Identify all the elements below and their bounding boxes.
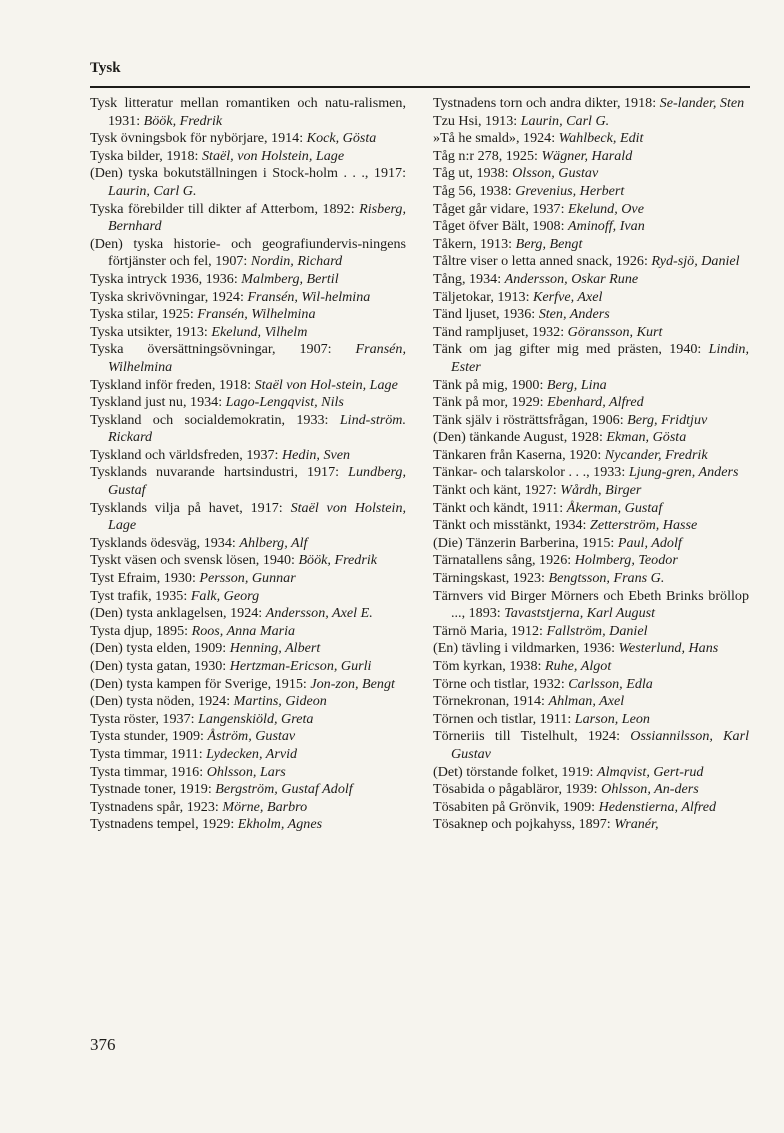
- entry-author: Ahlman, Axel: [548, 693, 625, 710]
- entry-title: Tysta djup, 1895:: [90, 622, 189, 639]
- entry-title: (Den) tyska bokutställningen i Stock-holm . . ., 1917:: [90, 165, 406, 182]
- entry-title: Tärnö Maria, 1912:: [433, 622, 543, 639]
- entry-title: Tänk på mor, 1929:: [433, 394, 544, 411]
- entry-title: (Den) tysta elden, 1909:: [90, 640, 227, 657]
- entry-title: Tänkt och känt, 1927:: [433, 482, 557, 499]
- index-entry: [90, 464, 406, 499]
- entry-author: Lind-ström. Rickard: [108, 411, 406, 446]
- entry-title: Tysk övningsbok för nybörjare, 1914:: [90, 130, 304, 147]
- entry-title: Tysklands vilja på havet, 1917:: [90, 499, 283, 516]
- entry-title: Törnekronan, 1914:: [433, 693, 545, 710]
- entry-title: (Die) Tänzerin Barberina, 1915:: [433, 534, 615, 551]
- entry-title: Törneriis till Tistelhult, 1924:: [433, 728, 620, 745]
- index-entry: [433, 306, 749, 324]
- index-entry: [90, 552, 406, 570]
- index-entry: [90, 130, 406, 148]
- entry-title: Tystnadens torn och andra dikter, 1918:: [433, 95, 657, 111]
- index-entry: [433, 394, 749, 412]
- index-entry: [433, 236, 749, 254]
- entry-author: Åström, Gustav: [207, 728, 296, 745]
- header-rule: [90, 86, 750, 88]
- entry-author: Böök, Fredrik: [298, 552, 377, 569]
- index-entry: [433, 377, 749, 395]
- index-entry: [433, 324, 749, 342]
- entry-author: Jon-zon, Bengt: [310, 675, 395, 692]
- entry-title: Tysta timmar, 1911:: [90, 745, 203, 762]
- entry-title: Tyska bilder, 1918:: [90, 147, 199, 164]
- entry-title: Tåltre viser o letta anned snack, 1926:: [433, 253, 648, 270]
- index-entry: [433, 517, 749, 535]
- entry-title: Tysta timmar, 1916:: [90, 763, 204, 780]
- index-entry: [90, 605, 406, 623]
- entry-title: Tösaknep och pojkahyss, 1897:: [433, 816, 611, 833]
- entry-title: Tyska stilar, 1925:: [90, 306, 194, 323]
- entry-author: Staël von Hol-stein, Lage: [254, 376, 398, 393]
- index-entry: [433, 412, 749, 430]
- entry-author: Malmberg, Bertil: [241, 270, 339, 287]
- entry-author: Ohlsson, An-ders: [601, 781, 699, 798]
- entry-title: Täljetokar, 1913:: [433, 288, 530, 305]
- index-entry: [433, 711, 749, 729]
- entry-author: Kerfve, Axel: [533, 288, 603, 305]
- entry-title: Tänkar- och talarskolor . . ., 1933:: [433, 464, 626, 481]
- index-entry: [433, 289, 749, 307]
- entry-author: Wårdh, Birger: [560, 482, 642, 499]
- entry-author: Carlsson, Edla: [568, 675, 653, 692]
- entry-author: Staël von Holstein, Lage: [108, 499, 407, 534]
- index-entry: [433, 623, 749, 641]
- index-entry: [90, 447, 406, 465]
- index-entry: [90, 341, 406, 376]
- index-entry: [90, 236, 406, 271]
- entry-author: Göransson, Kurt: [567, 323, 663, 340]
- entry-author: Fransén, Wilhelmina: [108, 341, 406, 375]
- index-entry: [90, 588, 406, 606]
- entry-title: (Den) tysta anklagelsen, 1924:: [90, 605, 263, 622]
- entry-title: Tösabida o pågabläror, 1939:: [433, 781, 598, 798]
- index-entry: [433, 500, 749, 518]
- index-entry: [433, 113, 749, 131]
- entry-title: Tyska översättningsövningar, 1907:: [90, 341, 332, 358]
- entry-title: Tyst Efraim, 1930:: [90, 570, 196, 587]
- index-entry: [433, 130, 749, 148]
- index-entry: [433, 165, 749, 183]
- index-entry: [433, 693, 749, 711]
- entry-author: Hedenstierna, Alfred: [598, 798, 717, 815]
- entry-author: Henning, Albert: [229, 640, 321, 657]
- entry-title: Tång, 1934:: [433, 270, 502, 287]
- entry-title: Tystnadens spår, 1923:: [90, 798, 219, 815]
- entry-title: Tåg 56, 1938:: [433, 182, 512, 199]
- entry-author: Andersson, Oskar Rune: [504, 270, 639, 287]
- entry-author: Fransén, Wilhelmina: [197, 306, 316, 323]
- index-entry: [433, 816, 749, 834]
- index-entry: [433, 183, 749, 201]
- index-entry: [90, 289, 406, 307]
- index-entry: [433, 218, 749, 236]
- entry-author: Ekholm, Agnes: [237, 816, 323, 833]
- entry-title: Tysklands ödesväg, 1934:: [90, 534, 236, 551]
- entry-title: Tärnvers vid Birger Mörners och Ebeth Brinks bröllop ..., 1893:: [433, 587, 749, 622]
- left-column: [90, 95, 406, 834]
- entry-author: Risberg, Bernhard: [108, 200, 406, 235]
- entry-author: Ekman, Gösta: [606, 429, 687, 446]
- index-entry: [433, 464, 749, 482]
- index-entry: [90, 306, 406, 324]
- entry-author: Almqvist, Gert-rud: [597, 763, 704, 780]
- entry-author: Ohlsson, Lars: [206, 763, 286, 780]
- index-entry: [90, 711, 406, 729]
- entry-author: Paul, Adolf: [617, 534, 682, 551]
- entry-title: Tärnatallens sång, 1926:: [433, 552, 572, 569]
- entry-author: Persson, Gunnar: [199, 570, 296, 587]
- index-entry: [90, 201, 406, 236]
- entry-title: Törne och tistlar, 1932:: [433, 675, 565, 692]
- entry-title: Tänk på mig, 1900:: [433, 376, 544, 393]
- entry-title: »Tå he smald», 1924:: [433, 130, 556, 147]
- entry-title: (Den) tysta kampen för Sverige, 1915:: [90, 675, 307, 692]
- entry-title: Tzu Hsi, 1913:: [433, 112, 518, 129]
- entry-author: Wahlbeck, Edit: [558, 130, 644, 147]
- entry-author: Ryd-sjö, Daniel: [651, 253, 740, 270]
- entry-author: Ljung-gren, Anders: [628, 464, 739, 481]
- entry-title: Tyska förebilder till dikter af Atterbom, 1892:: [90, 200, 355, 217]
- entry-author: Ekelund, Vilhelm: [211, 323, 308, 340]
- index-entry: [90, 412, 406, 447]
- entry-title: (Den) tänkande August, 1928:: [433, 429, 603, 446]
- entry-author: Wranér,: [614, 816, 659, 833]
- index-entry: [433, 781, 749, 799]
- entry-title: Tåget öfver Bält, 1908:: [433, 218, 565, 235]
- entry-author: Laurin, Carl G.: [108, 182, 197, 199]
- index-entry: [90, 728, 406, 746]
- index-entry: [90, 165, 406, 200]
- index-entry: [90, 535, 406, 553]
- index-entry: [90, 816, 406, 834]
- entry-title: Tysta stunder, 1909:: [90, 728, 204, 745]
- entry-title: Tysk litteratur mellan romantiken och natu-ralismen, 1931:: [90, 95, 406, 129]
- entry-title: (Det) törstande folket, 1919:: [433, 763, 594, 780]
- index-entry: [433, 95, 749, 113]
- index-entry: [433, 764, 749, 782]
- entry-title: Tyskland och världsfreden, 1937:: [90, 446, 279, 463]
- entry-author: Olsson, Gustav: [512, 165, 599, 182]
- index-entry: [433, 201, 749, 219]
- entry-author: Böök, Fredrik: [143, 112, 223, 129]
- entry-title: Tåg ut, 1938:: [433, 165, 509, 182]
- entry-title: Tärningskast, 1923:: [433, 570, 545, 587]
- index-entry: [433, 271, 749, 289]
- entry-author: Langenskiöld, Greta: [198, 710, 314, 727]
- entry-author: Se-lander, Sten: [659, 95, 745, 111]
- entry-author: Nordin, Richard: [250, 253, 343, 270]
- entry-author: Lundberg, Gustaf: [108, 464, 406, 499]
- entry-title: Tyska skrivövningar, 1924:: [90, 288, 244, 305]
- entry-title: Tänd rampljuset, 1932:: [433, 323, 565, 340]
- index-entry: [90, 271, 406, 289]
- index-entry: [90, 377, 406, 395]
- entry-title: (En) tävling i vildmarken, 1936:: [433, 640, 616, 657]
- entry-title: Tystnadens tempel, 1929:: [90, 816, 235, 833]
- entry-title: Tyskland och socialdemokratin, 1933:: [90, 411, 329, 428]
- index-entry: [90, 640, 406, 658]
- entry-title: Tyskland just nu, 1934:: [90, 394, 223, 411]
- index-entry: [433, 552, 749, 570]
- index-entry: [90, 693, 406, 711]
- entry-author: Westerlund, Hans: [618, 640, 719, 657]
- index-entry: [90, 394, 406, 412]
- entry-author: Martins, Gideon: [233, 693, 327, 710]
- entry-author: Roos, Anna Maria: [191, 622, 296, 639]
- index-entry: [90, 95, 406, 130]
- entry-title: Tåkern, 1913:: [433, 235, 513, 252]
- index-entry: [433, 570, 749, 588]
- entry-title: Töm kyrkan, 1938:: [433, 658, 542, 674]
- entry-author: Ruhe, Algot: [544, 658, 612, 674]
- index-entry: [433, 429, 749, 447]
- entry-title: Tyskt väsen och svensk lösen, 1940:: [90, 552, 295, 569]
- entry-author: Ahlberg, Alf: [239, 534, 308, 551]
- entry-title: (Den) tysta gatan, 1930:: [90, 658, 227, 674]
- index-entry: [433, 253, 749, 271]
- entry-title: (Den) tysta nöden, 1924:: [90, 693, 231, 710]
- entry-author: Grevenius, Herbert: [515, 182, 625, 199]
- entry-author: Larson, Leon: [574, 710, 650, 727]
- entry-title: Tysklands nuvarande hartsindustri, 1917:: [90, 464, 340, 481]
- entry-title: Tyst trafik, 1935:: [90, 587, 188, 604]
- entry-author: Mörne, Barbro: [222, 798, 308, 815]
- index-entry: [433, 588, 749, 623]
- index-entry: [90, 500, 406, 535]
- entry-author: Lindin, Ester: [451, 341, 749, 375]
- entry-author: Lydecken, Arvid: [206, 745, 298, 762]
- index-entry: [90, 799, 406, 817]
- entry-author: Holmberg, Teodor: [574, 552, 678, 569]
- entry-author: Fallström, Daniel: [546, 622, 648, 639]
- entry-title: Törnen och tistlar, 1911:: [433, 710, 572, 727]
- entry-author: Ekelund, Ove: [568, 200, 644, 217]
- index-entry: [90, 764, 406, 782]
- entry-author: Berg, Fridtjuv: [627, 411, 708, 428]
- index-entry: [90, 623, 406, 641]
- entry-author: Wägner, Harald: [541, 147, 633, 164]
- entry-author: Hedin, Sven: [281, 446, 351, 463]
- entry-author: Tavaststjerna, Karl August: [504, 605, 656, 622]
- index-entry: [90, 658, 406, 676]
- entry-title: Tyska utsikter, 1913:: [90, 323, 208, 340]
- entry-author: Hertzman-Ericson, Gurli: [229, 658, 372, 674]
- entry-title: Tysta röster, 1937:: [90, 710, 195, 727]
- running-header: Tysk: [90, 60, 121, 76]
- entry-author: Nycander, Fredrik: [604, 446, 708, 463]
- entry-author: Laurin, Carl G.: [520, 112, 610, 129]
- index-entry: [90, 746, 406, 764]
- entry-author: Berg, Bengt: [515, 235, 583, 252]
- entry-author: Aminoff, Ivan: [568, 218, 645, 235]
- index-entry: [90, 324, 406, 342]
- entry-title: Tyskland inför freden, 1918:: [90, 376, 252, 393]
- entry-title: (Den) tyska historie- och geografiundervis-ningens förtjänster och fel, 1907:: [90, 235, 406, 270]
- index-entry: [433, 341, 749, 376]
- index-entry: [433, 148, 749, 166]
- index-entry: [90, 148, 406, 166]
- index-entry: [90, 570, 406, 588]
- right-column: [433, 95, 749, 834]
- index-entry: [433, 676, 749, 694]
- page-number: 376: [90, 1035, 116, 1054]
- entry-title: Tänkaren från Kaserna, 1920:: [433, 446, 602, 463]
- entry-author: Falk, Georg: [190, 587, 260, 604]
- index-entry: [433, 640, 749, 658]
- entry-author: Bergström, Gustaf Adolf: [215, 781, 353, 798]
- index-entry: [433, 447, 749, 465]
- entry-author: Staël, von Holstein, Lage: [201, 147, 345, 164]
- entry-author: Ossiannilsson, Karl Gustav: [451, 728, 749, 762]
- index-entry: [433, 799, 749, 817]
- entry-title: Tyska intryck 1936, 1936:: [90, 270, 238, 287]
- entry-title: Tänk om jag gifter mig med prästen, 1940:: [433, 341, 702, 358]
- index-entry: [90, 781, 406, 799]
- entry-title: Tåget går vidare, 1937:: [433, 200, 565, 217]
- entry-author: Andersson, Axel E.: [265, 605, 373, 622]
- entry-author: Berg, Lina: [546, 376, 607, 393]
- index-entry: [433, 535, 749, 553]
- entry-author: Lago-Lengqvist, Nils: [225, 394, 344, 411]
- entry-author: Kock, Gösta: [306, 130, 377, 147]
- entry-title: Tösabiten på Grönvik, 1909:: [433, 798, 596, 815]
- index-entry: [90, 676, 406, 694]
- entry-author: Zetterström, Hasse: [589, 517, 698, 534]
- entry-title: Tänkt och misstänkt, 1934:: [433, 517, 587, 534]
- entry-author: Sten, Anders: [538, 306, 610, 323]
- entry-title: Tänk själv i rösträttsfrågan, 1906:: [433, 411, 624, 428]
- entry-title: Tystnade toner, 1919:: [90, 781, 212, 798]
- entry-author: Åkerman, Gustaf: [566, 499, 663, 516]
- entry-title: Tåg n:r 278, 1925:: [433, 147, 538, 164]
- index-entry: [433, 728, 749, 763]
- index-entry: [433, 658, 749, 676]
- entry-author: Fransén, Wil-helmina: [247, 288, 371, 305]
- entry-author: Ebenhard, Alfred: [547, 394, 644, 411]
- entry-author: Bengtsson, Frans G.: [548, 570, 665, 587]
- entry-title: Tänkt och kändt, 1911:: [433, 499, 564, 516]
- entry-title: Tänd ljuset, 1936:: [433, 306, 536, 323]
- index-entry: [433, 482, 749, 500]
